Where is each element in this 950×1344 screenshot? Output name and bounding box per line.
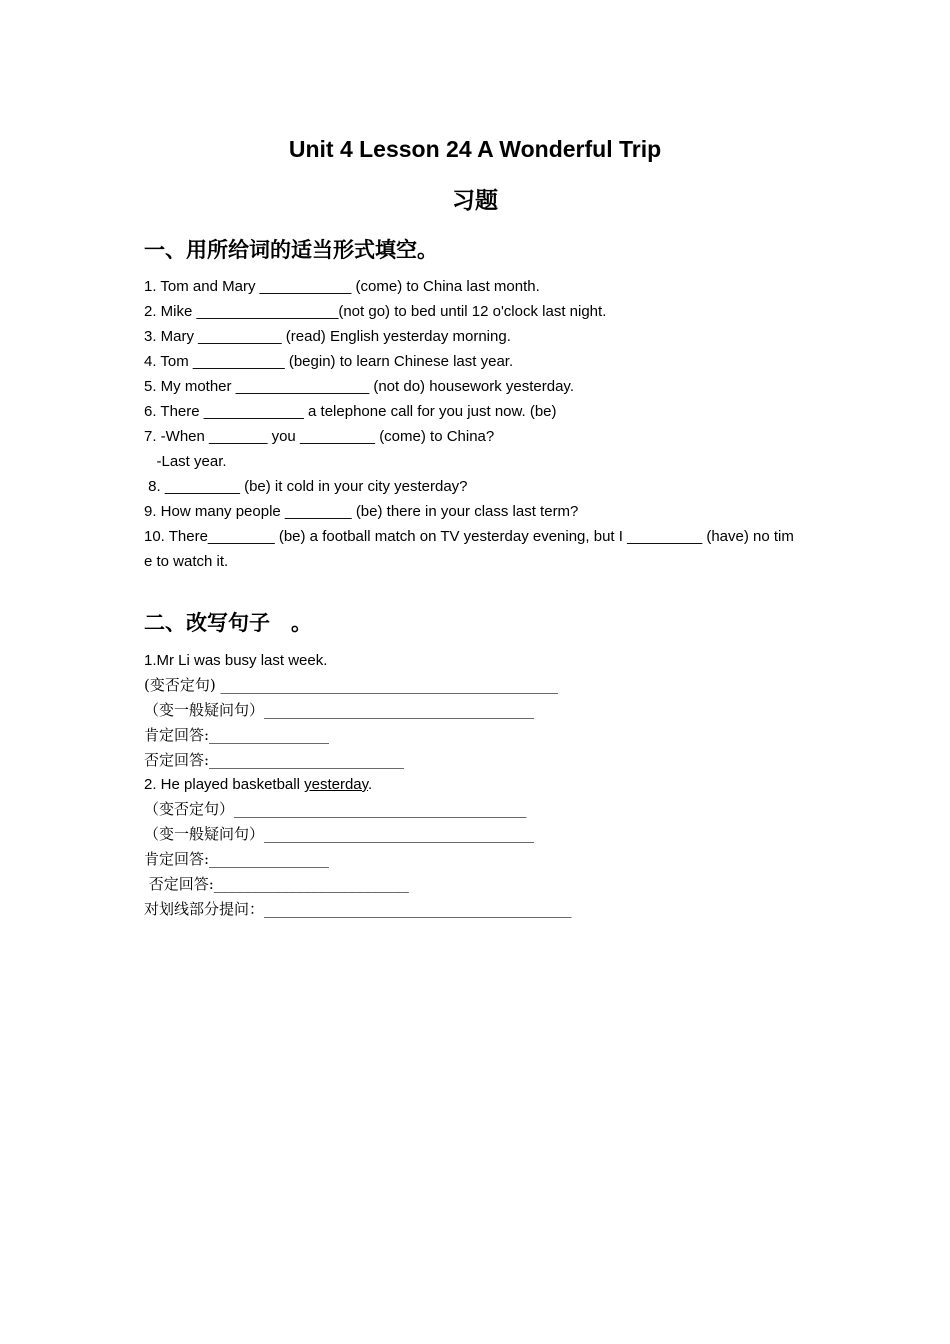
section1-heading: 一、用所给词的适当形式填空。 <box>144 239 438 262</box>
exercise-line-2: 2. Mike _________________(not go) to bed until 12 o'clock last night. <box>144 303 607 320</box>
rewrite-q2-yes-answer: 肯定回答:________________ <box>144 850 330 868</box>
exercise-line-7: 7. -When _______ you _________ (come) to China? <box>144 428 495 445</box>
rewrite-q2-negative: （变否定句）_______________________________________ <box>144 800 527 818</box>
rewrite-q1-question: （变一般疑问句）____________________________________ <box>144 701 535 719</box>
rewrite-q1-no-answer: 否定回答:__________________________ <box>144 751 405 769</box>
exercise-line-7-answer: -Last year. <box>144 453 227 470</box>
rewrite-q2-prompt-end: . <box>368 776 373 793</box>
rewrite-q1-negative: (变否定句) _____________________________________________ <box>144 676 558 694</box>
rewrite-q1-prompt: 1.Mr Li was busy last week. <box>144 652 328 669</box>
exercise-line-4: 4. Tom ___________ (begin) to learn Chinese last year. <box>144 353 514 370</box>
rewrite-q2-underlined-word: yesterday <box>304 776 369 793</box>
section2-heading: 二、改写句子 。 <box>144 612 312 635</box>
exercise-line-6: 6. There ____________ a telephone call for you just now. (be) <box>144 403 557 420</box>
rewrite-q2-wh-question: 对划线部分提问：_________________________________________ <box>144 900 572 918</box>
exercise-line-10: 10. There________ (be) a football match on TV yesterday evening, but I _________ (have) no tim <box>144 528 794 545</box>
rewrite-q2-question: （变一般疑问句）____________________________________ <box>144 825 535 843</box>
document-subtitle: 习题 <box>452 187 498 213</box>
exercise-line-9: 9. How many people ________ (be) there in your class last term? <box>144 503 579 520</box>
exercise-line-1: 1. Tom and Mary ___________ (come) to China last month. <box>144 278 540 295</box>
rewrite-q2-prompt-text: 2. He played basketball <box>144 776 305 793</box>
document-title: Unit 4 Lesson 24 A Wonderful Trip <box>288 136 662 162</box>
exercise-line-8: 8. _________ (be) it cold in your city yesterday? <box>144 478 468 495</box>
exercise-line-3: 3. Mary __________ (read) English yesterday morning. <box>144 328 511 345</box>
exercise-line-10-cont: e to watch it. <box>144 553 229 570</box>
exercise-line-5: 5. My mother ________________ (not do) housework yesterday. <box>144 378 574 395</box>
rewrite-q2-prompt <box>144 772 814 797</box>
rewrite-q2-no-answer: 否定回答:__________________________ <box>144 875 409 893</box>
rewrite-q1-yes-answer: 肯定回答:________________ <box>144 726 330 744</box>
